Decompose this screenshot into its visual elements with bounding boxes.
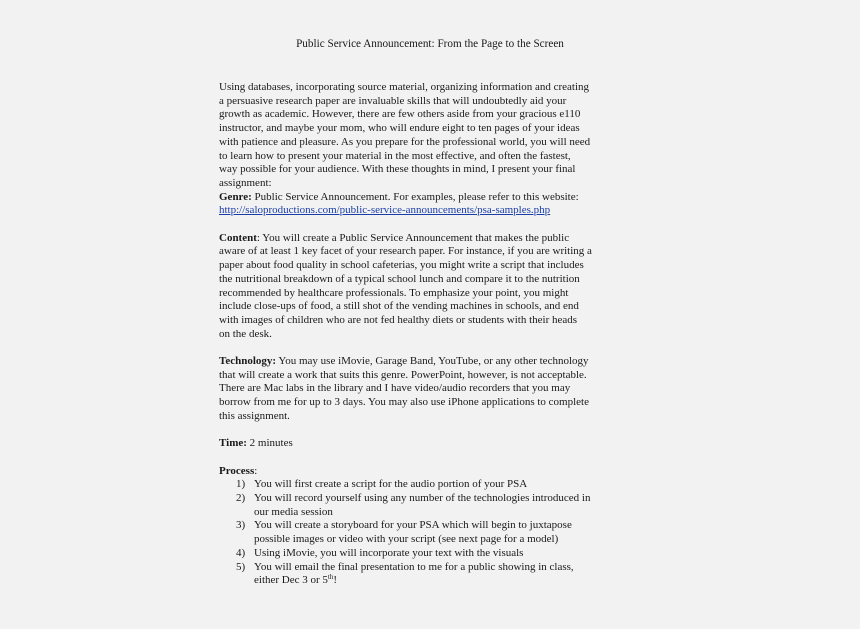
step-text: You will create a storyboard for your PSA which will begin to juxtapose [254, 519, 572, 532]
genre-section [219, 191, 649, 218]
intro-line: with patience and pleasure. As you prepare for the professional world, you will need [219, 135, 591, 148]
content-line: recommended by healthcare professionals. To emphasize your point, you might [219, 286, 569, 299]
process-step [219, 561, 649, 588]
step-text: Using iMovie, you will incorporate your text with the visuals [254, 546, 524, 559]
paragraph-gap [219, 218, 649, 232]
process-steps-list [219, 478, 649, 588]
time-text: 2 minutes [246, 437, 293, 450]
step-number: 1) [236, 478, 246, 491]
paragraph-gap [219, 341, 649, 355]
time-line [219, 437, 649, 451]
technology-line: this assignment. [219, 409, 290, 422]
genre-text: Public Service Announcement. For examples, please refer to this website: [251, 190, 579, 203]
process-step [219, 478, 649, 492]
psa-samples-link[interactable]: http://saloproductions.com/public-service-announcements/psa-samples.php [219, 204, 551, 217]
content-label: Content [219, 231, 257, 244]
step-text: You will record yourself using any number of the technologies introduced in [254, 492, 591, 505]
step-number: 3) [236, 519, 246, 532]
intro-line: Using databases, incorporating source material, organizing information and creating [219, 81, 590, 93]
content-line: on the desk. [219, 327, 272, 340]
time-label: Time: [219, 437, 247, 450]
intro-line: to learn how to present your material in the most effective, and often the fastest, [219, 149, 571, 162]
deadline-exclaim: ! [333, 574, 338, 587]
technology-line [219, 355, 649, 369]
intro-line: assignment: [219, 176, 272, 189]
genre-line [219, 191, 649, 205]
technology-line: that will create a work that suits this genre. PowerPoint, however, is not acceptable. [219, 368, 587, 381]
content-line: aware of at least 1 key facet of your research paper. For instance, if you are writing a [219, 245, 592, 258]
paragraph-gap [219, 424, 649, 438]
process-heading [219, 465, 649, 479]
document-body [219, 81, 649, 588]
content-section [219, 232, 649, 342]
technology-label: Technology: [219, 355, 277, 368]
time-section [219, 437, 649, 451]
content-line: with images of children who are not fed healthy diets or students with their heads [219, 313, 578, 326]
step-number: 2) [236, 492, 246, 505]
process-colon: : [254, 464, 258, 477]
step-number: 4) [236, 546, 246, 559]
step-text: our media session [254, 505, 333, 518]
content-line: include close-ups of food, a still shot of the vending machines in schools, and end [219, 300, 579, 313]
ordinal-suffix: th [327, 573, 334, 582]
content-line [219, 232, 649, 246]
technology-line: borrow from me for up to 3 days. You may also use iPhone applications to complete [219, 396, 589, 409]
deadline-text: either Dec 3 or 5 [254, 574, 328, 587]
step-number: 5) [236, 560, 246, 573]
technology-text: You may use iMovie, Garage Band, YouTube, or any other technology [276, 355, 589, 368]
process-section [219, 465, 649, 588]
process-step [219, 492, 649, 519]
content-line: the nutritional breakdown of a typical school lunch and compare it to the nutrition [219, 272, 580, 285]
intro-line: growth as academic. However, there are few others aside from your gracious e110 [219, 108, 581, 121]
content-line: paper about food quality in school cafeterias, you might write a script that includes [219, 259, 584, 272]
technology-line: There are Mac labs in the library and I have video/audio recorders that you may [219, 382, 571, 395]
content-text: : You will create a Public Service Announcement that makes the public [256, 231, 570, 244]
step-text: You will first create a script for the audio portion of your PSA [254, 478, 528, 491]
page-title: Public Service Announcement: From the Page to the Screen [296, 38, 564, 50]
step-text-final [254, 574, 649, 588]
step-text: You will email the final presentation to me for a public showing in class, [254, 560, 574, 573]
process-step [219, 547, 649, 561]
intro-paragraph [219, 81, 649, 191]
process-label: Process [219, 464, 255, 477]
intro-line: instructor, and maybe your mom, who will endure eight to ten pages of your ideas [219, 122, 580, 135]
process-step [219, 519, 649, 546]
technology-section [219, 355, 649, 424]
step-text: possible images or video with your script (see next page for a model) [254, 533, 559, 546]
intro-line: a persuasive research paper are invaluable skills that will undoubtedly aid your [219, 94, 567, 107]
genre-label: Genre: [219, 190, 252, 203]
paragraph-gap [219, 451, 649, 465]
intro-line: way possible for your audience. With these thoughts in mind, I present your final [219, 163, 576, 176]
genre-link-line [219, 204, 649, 218]
